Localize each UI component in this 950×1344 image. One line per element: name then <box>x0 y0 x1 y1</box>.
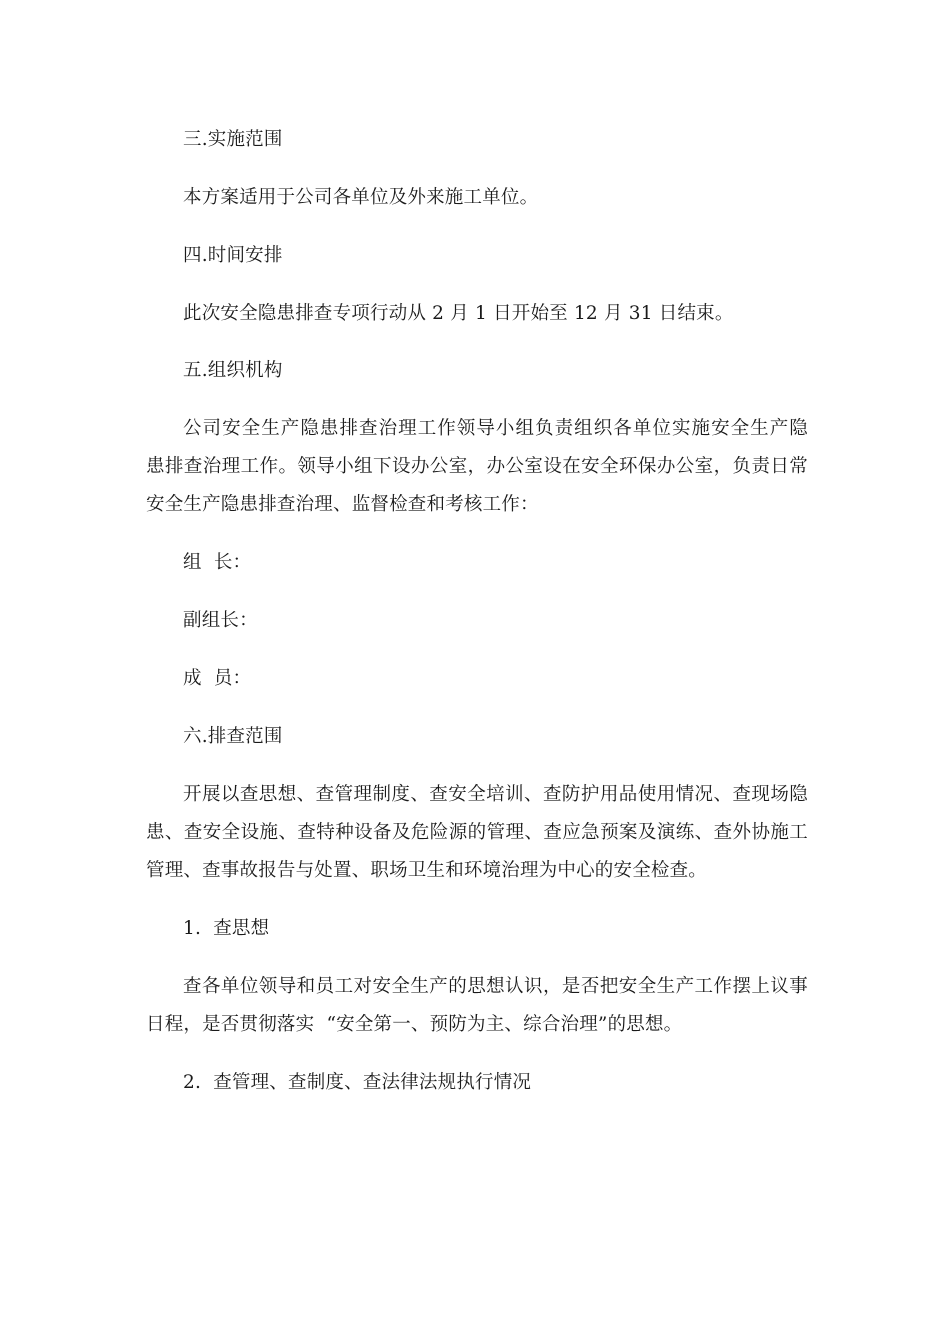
paragraph-thinking-line-2: 日程，是否贯彻落实 “安全第一、预防为主、综合治理”的思想。 <box>146 1014 683 1035</box>
paragraph-scope: 本方案适用于公司各单位及外来施工单位。 <box>183 187 539 208</box>
section-heading-organization: 五.组织机构 <box>183 360 283 381</box>
section-heading-schedule: 四.时间安排 <box>183 245 283 266</box>
role-deputy-leader: 副组长： <box>183 610 258 631</box>
paragraph-inspection-line-3: 管理、查事故报告与处置、职场卫生和环境治理为中心的安全检查。 <box>146 860 708 881</box>
paragraph-organization-line-1: 公司安全生产隐患排查治理工作领导小组负责组织各单位实施安全生产隐 <box>183 418 808 439</box>
paragraph-inspection-line-2: 患、查安全设施、查特种设备及危险源的管理、查应急预案及演练、查外协施工 <box>146 822 808 843</box>
section-heading-scope: 三.实施范围 <box>183 129 283 150</box>
paragraph-schedule: 此次安全隐患排查专项行动从 2 月 1 日开始至 12 月 31 日结束。 <box>183 303 734 324</box>
section-heading-inspection-scope: 六.排查范围 <box>183 726 283 747</box>
subsection-heading-management: 2. 查管理、查制度、查法律法规执行情况 <box>183 1072 532 1093</box>
paragraph-organization-line-2: 患排查治理工作。领导小组下设办公室，办公室设在安全环保办公室，负责日常 <box>146 456 808 477</box>
paragraph-inspection-line-1: 开展以查思想、查管理制度、查安全培训、查防护用品使用情况、查现场隐 <box>183 784 808 805</box>
paragraph-organization-line-3: 安全生产隐患排查治理、监督检查和考核工作： <box>146 494 539 515</box>
paragraph-thinking-line-1: 查各单位领导和员工对安全生产的思想认识，是否把安全生产工作摆上议事 <box>183 976 808 997</box>
role-leader: 组 长： <box>183 552 252 573</box>
role-members: 成 员： <box>183 668 252 689</box>
subsection-heading-thinking: 1. 查思想 <box>183 918 270 939</box>
